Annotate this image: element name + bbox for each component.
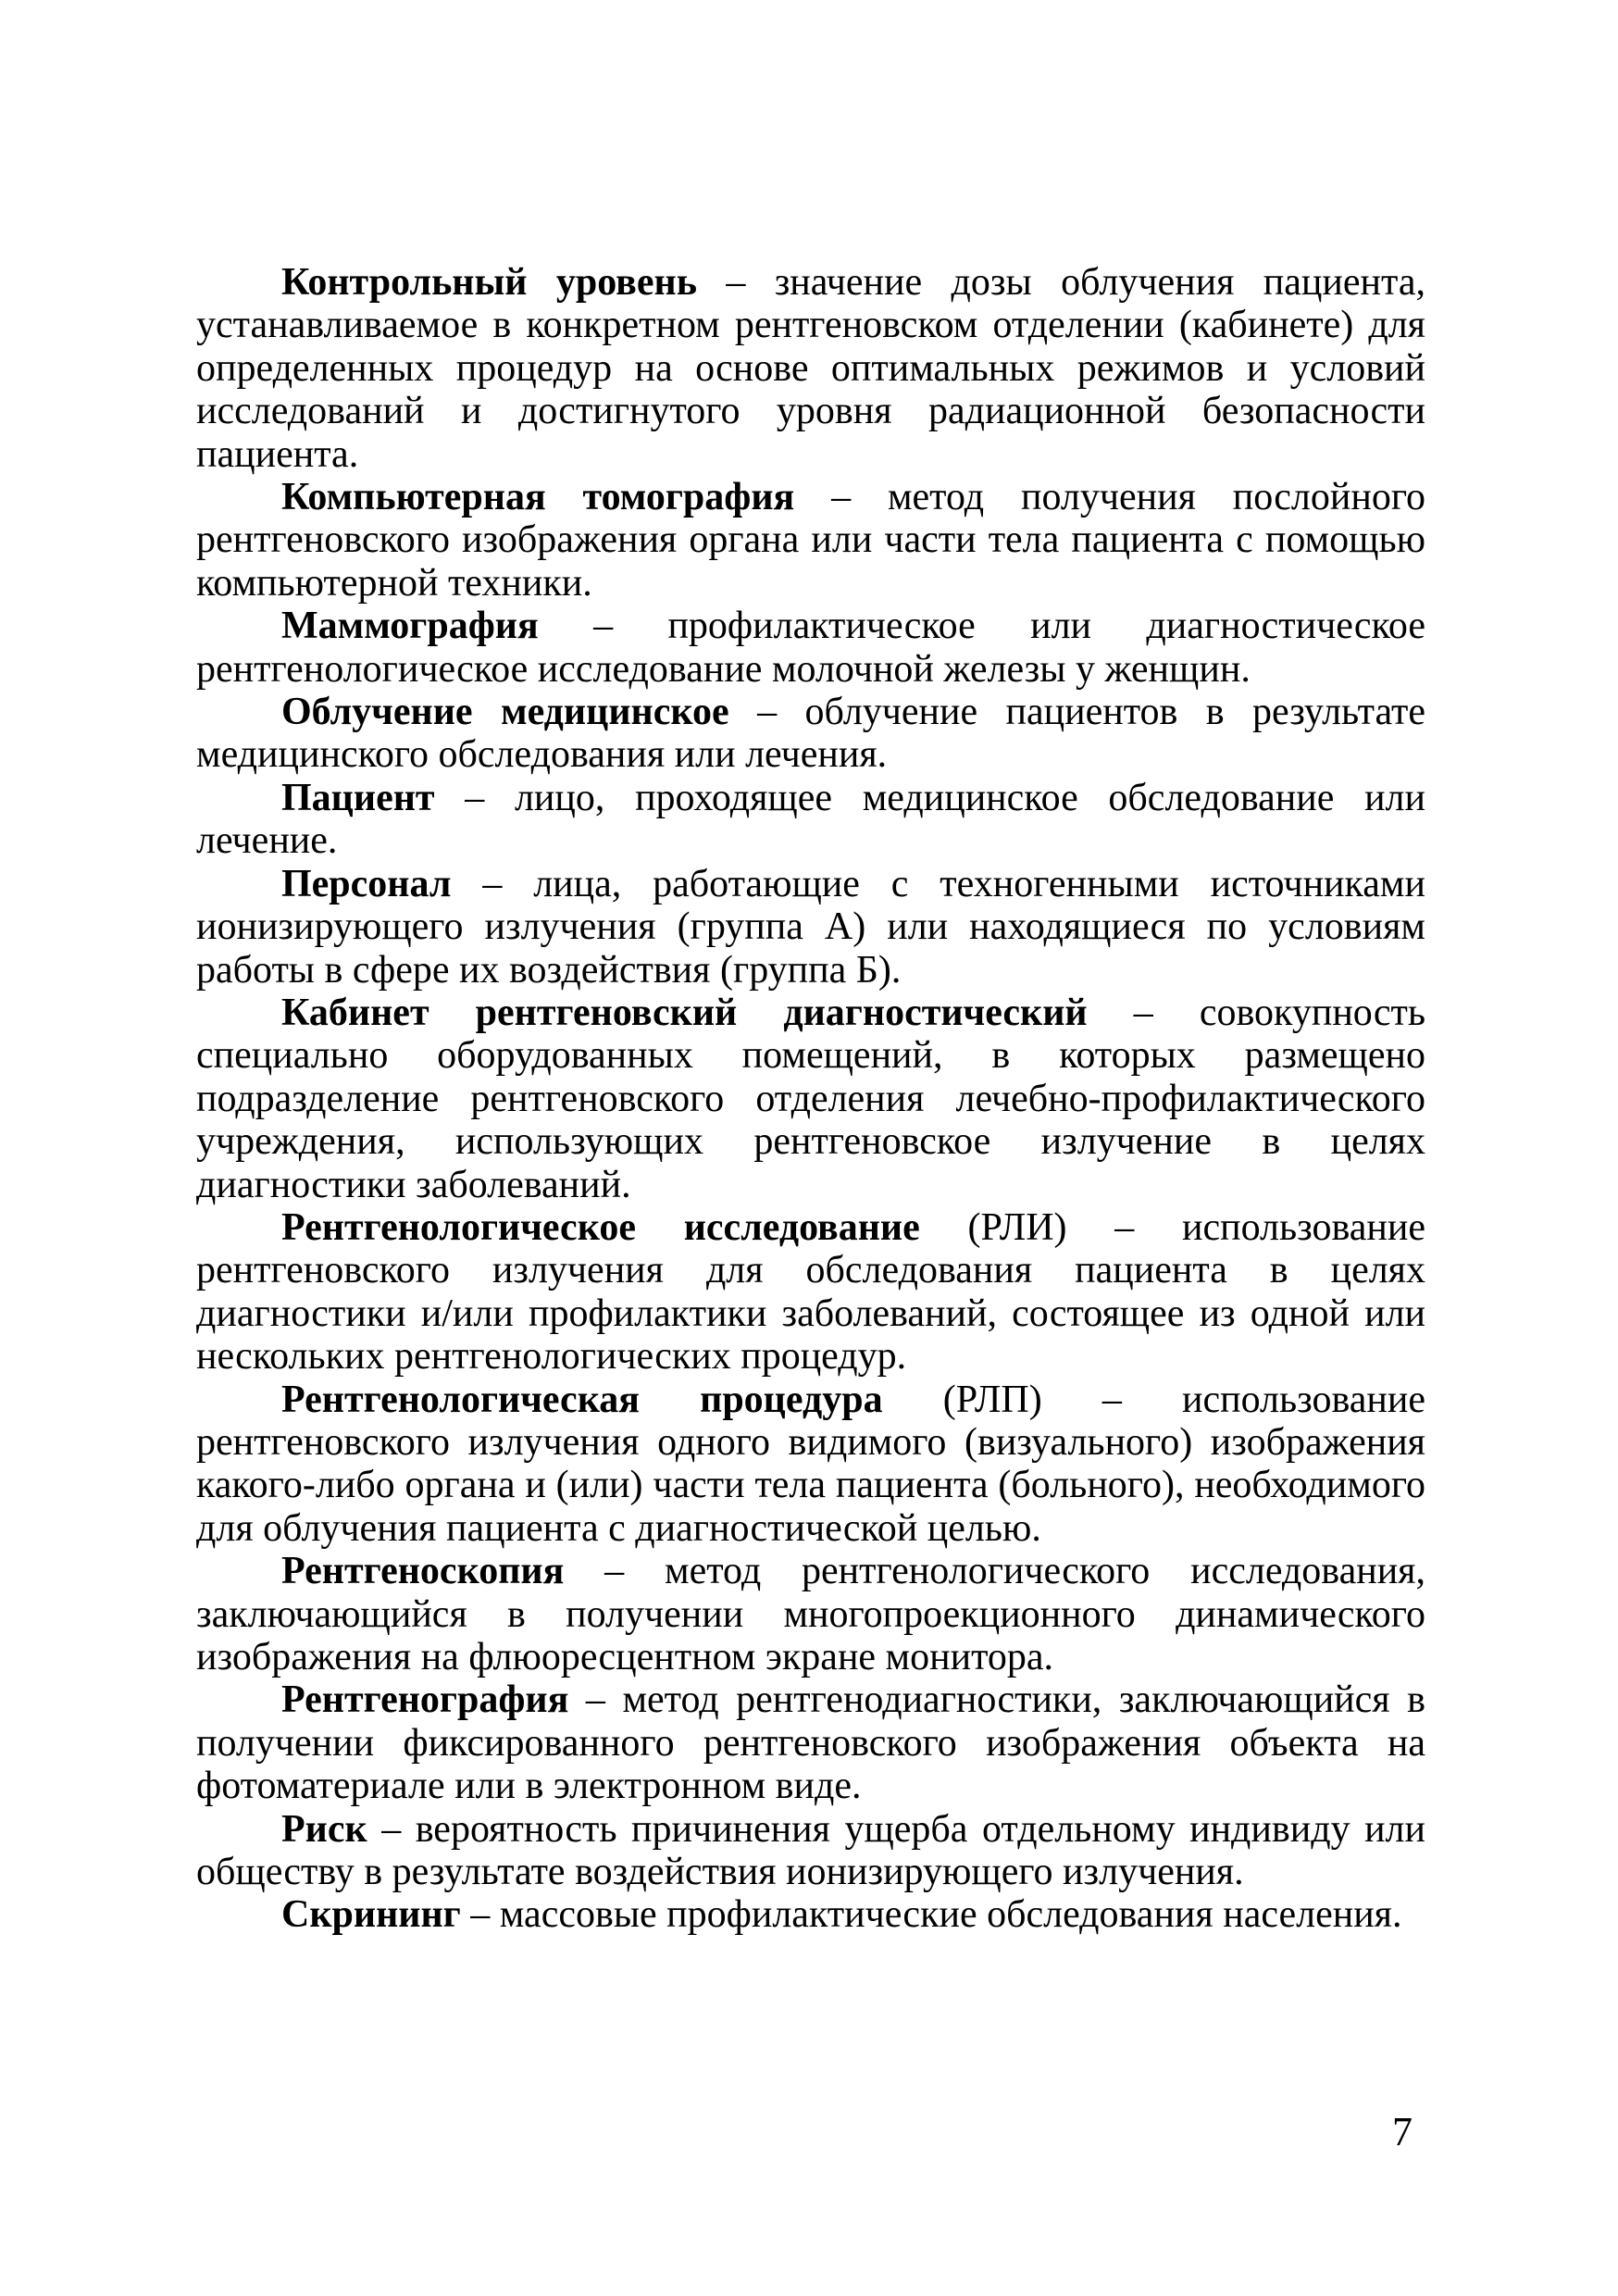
definition-entry-risk (196, 1808, 1425, 1894)
term-label: Рентгеноскопия (281, 1550, 565, 1593)
definition-entry-patient (196, 777, 1425, 863)
term-label: Риск (281, 1807, 367, 1851)
definition-text: – значение дозы облучения пациента, устанавливаемое в конкретном рентгеновском отделении (кабинете) для определенных процедур на основе оптимальных режимов и условий исследований и достигнутого уровня радиационной безопасности пациента. (196, 261, 1425, 476)
term-label: Персонал (281, 862, 452, 905)
term-label: Скрининг (281, 1893, 461, 1937)
term-label: Компьютерная томография (281, 476, 795, 519)
definition-entry-screening (196, 1893, 1425, 1936)
definition-text: – лица, работающие с техногенными источниками ионизирующего излучения (группа А) или находящиеся по условиям работы в сфере их воздействия (группа Б). (196, 862, 1425, 992)
definition-entry-control-level (196, 261, 1425, 476)
definition-entry-personnel (196, 863, 1425, 992)
definition-text: (РЛИ) – использование рентгеновского излучения для обследования пациента в целях диагностики и/или профилактики заболеваний, состоящее из одной или нескольких рентгенологических процедур. (196, 1205, 1425, 1379)
definition-text: – метод получения послойного рентгеновского изображения органа или части тела пациента с помощью компьютерной техники. (196, 476, 1425, 605)
definition-text: – облучение пациентов в результате медицинского обследования или лечения. (196, 691, 1425, 777)
definition-entry-radiography (196, 1678, 1425, 1807)
definition-entry-xray-procedure (196, 1379, 1425, 1551)
definition-text: – профилактическое или диагностическое рентгенологическое исследование молочной железы у женщин. (196, 605, 1425, 691)
definition-text: (РЛП) – использование рентгеновского излучения одного видимого (визуального) изображения какого-либо органа и (или) части тела пациента (больного), необходимого для облучения пациента с диагностической целью. (196, 1378, 1425, 1550)
definition-text: – вероятность причинения ущерба отдельному индивиду или обществу в результате воздействия ионизирующего излучения. (196, 1807, 1425, 1894)
term-label: Рентгенография (281, 1678, 569, 1722)
term-label: Рентгенологическая процедура (281, 1378, 883, 1421)
definition-text: – метод рентгенодиагностики, заключающийся в получении фиксированного рентгеновского изображения объекта на фотоматериале или в электронном виде. (196, 1678, 1425, 1808)
term-label: Пациент (281, 776, 435, 819)
term-label: Рентгенологическое исследование (281, 1205, 920, 1249)
definitions-list (196, 261, 1425, 1937)
definition-entry-computed-tomography (196, 476, 1425, 605)
term-label: Контрольный уровень (281, 261, 697, 304)
definition-text: – лицо, проходящее медицинское обследование или лечение. (196, 776, 1425, 863)
definition-text: – массовые профилактические обследования населения. (460, 1893, 1402, 1937)
definition-entry-diagnostic-room (196, 992, 1425, 1206)
definition-entry-xray-examination (196, 1206, 1425, 1379)
definition-text: – совокупность специально оборудованных помещений, в которых размещено подразделение рентгеновского отделения лечебно-профилактического учреждения, использующих рентгеновское излучение в целях диагностики заболеваний. (196, 991, 1425, 1206)
term-label: Облучение медицинское (281, 691, 729, 734)
definition-entry-mammography (196, 605, 1425, 691)
definition-entry-fluoroscopy (196, 1550, 1425, 1678)
definition-entry-medical-exposure (196, 691, 1425, 777)
term-label: Маммография (281, 605, 539, 648)
page-number: 7 (1392, 2109, 1413, 2154)
term-label: Кабинет рентгеновский диагностический (281, 991, 1088, 1034)
definition-text: – метод рентгенологического исследования, заключающийся в получении многопроекционного динамического изображения на флюоресцентном экране монитора. (196, 1550, 1425, 1678)
